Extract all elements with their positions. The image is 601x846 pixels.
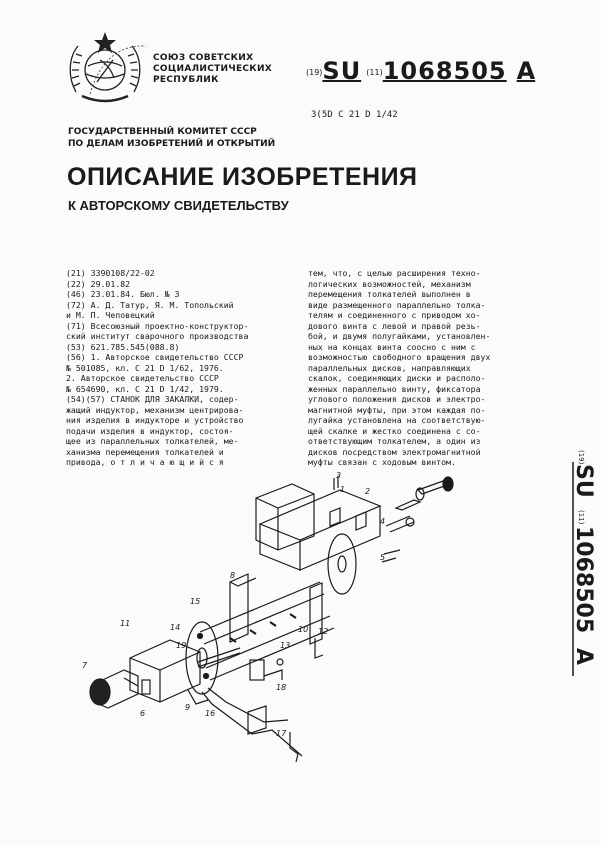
text-line: № 501085, кл. С 21 D 1/62, 1976. — [66, 362, 224, 373]
callout-label: 7 — [82, 661, 88, 670]
text-line: женных параллельно винту, фиксатора — [308, 383, 481, 394]
text-line: (72) А. Д. Татур, Я. М. Топольский — [66, 299, 234, 310]
callout-label: 16 — [205, 709, 216, 718]
callout-label: 2 — [365, 487, 371, 496]
side-country: SU — [571, 464, 596, 498]
code-19: (19) — [306, 68, 323, 77]
callout-label: 18 — [276, 683, 287, 692]
committee — [68, 126, 275, 150]
country-code: SU — [322, 57, 362, 85]
text-line: возможностью свободного вращения двух — [308, 352, 491, 362]
document-subtitle: К АВТОРСКОМУ СВИДЕТЕЛЬСТВУ — [68, 198, 289, 213]
org-line: СОЦИАЛИСТИЧЕСКИХ — [153, 64, 273, 74]
callout-label: 5 — [380, 553, 386, 562]
kind-code: A — [516, 57, 536, 85]
callout-label: 9 — [185, 703, 191, 712]
text-line: логических возможностей, механизм — [308, 278, 471, 289]
text-line: жащий индуктор, механизм центрирова- — [66, 404, 244, 415]
text-line: подачи изделия в индуктор, состоя- — [66, 425, 234, 436]
side-code-11: (11) — [577, 510, 585, 525]
text-line: перемещения толкателей выполнен в — [308, 289, 471, 299]
text-line: (54)(57) СТАНОК ДЛЯ ЗАКАЛКИ, содер- — [66, 394, 239, 404]
document-title: ОПИСАНИЕ ИЗОБРЕТЕНИЯ — [67, 163, 418, 191]
code-11: (11) — [366, 68, 383, 77]
number: 1068505 — [382, 57, 507, 85]
side-number: 1068505 — [571, 526, 596, 634]
text-line: щей скалке и жестко соединена с со- — [308, 425, 481, 436]
text-line: магнитной муфты, при этом каждая по- — [308, 404, 486, 415]
text-line: № 654690, кл. С 21 D 1/42, 1979. — [66, 383, 224, 394]
callout-label: 15 — [190, 597, 201, 606]
text-line: 2. Авторское свидетельство СССР — [66, 373, 219, 383]
text-line: ных на концах винта соосно с ним с — [308, 341, 476, 352]
callout-label: 13 — [280, 641, 291, 650]
org-line: СОЮЗ СОВЕТСКИХ — [153, 53, 254, 63]
text-line: углового положения дисков и электро- — [308, 394, 486, 404]
text-line: скалок, соединяющих диски и располо- — [308, 373, 486, 383]
text-line: и М. П. Чеповецкий — [66, 310, 155, 320]
ipc-class: 3(5D C 21 D 1/42 — [311, 110, 398, 120]
text-line: телям и соединенного с приводом хо- — [308, 310, 481, 320]
text-line: дового винта с левой и правой резь- — [308, 320, 481, 331]
text-line: (56) 1. Авторское свидетельство СССР — [66, 352, 244, 362]
callout-label: 17 — [276, 729, 287, 738]
text-line: параллельных дисков, направляющих — [308, 362, 471, 373]
text-line: (53) 621.785.545(088.8) — [66, 341, 180, 352]
text-line: лугайка установлена на соответствую- — [308, 415, 486, 425]
country-block — [153, 53, 272, 86]
committee-line: ГОСУДАРСТВЕННЫЙ КОМИТЕТ СССР — [68, 127, 257, 137]
side-patent-stamp — [555, 448, 596, 688]
machine-drawing — [80, 462, 480, 762]
committee-line: ПО ДЕЛАМ ИЗОБРЕТЕНИЙ И ОТКРЫТИЙ — [68, 139, 276, 149]
text-line: ский институт сварочного производства — [66, 331, 249, 341]
callout-label: 6 — [140, 709, 146, 718]
claim-column — [308, 268, 544, 468]
callout-label: 12 — [318, 627, 329, 636]
callout-label: 14 — [170, 623, 181, 632]
text-line: ния изделия в индукторе и устройство — [66, 415, 244, 425]
ussr-emblem-icon — [64, 30, 146, 112]
text-line: виде размещенного параллельно толка- — [308, 299, 486, 310]
text-line: (46) 23.01.84. Бюл. № 3 — [66, 289, 180, 299]
callout-label: 8 — [230, 571, 236, 580]
callout-label: 4 — [380, 517, 386, 526]
callout-label: 11 — [120, 619, 131, 628]
text-line: (22) 29.01.82 — [66, 278, 131, 289]
callout-label: 3 — [336, 471, 342, 480]
text-line: (21) 3390108/22-02 — [66, 268, 155, 278]
text-line: щее из параллельных толкателей, ме- — [66, 436, 239, 446]
text-line: дисков посредством электромагнитной — [308, 446, 481, 457]
side-code-19: (19) — [577, 450, 585, 465]
text-line: ханизма перемещения толкателей и — [66, 446, 224, 457]
text-line: тем, что, с целью расширения техно- — [308, 268, 481, 278]
side-kind: A — [571, 648, 596, 666]
callout-label: 19 — [176, 641, 187, 650]
text-line: ответствующим толкателем, а один из — [308, 436, 481, 446]
callout-label: 10 — [298, 625, 309, 634]
text-line: (71) Всесоюзный проектно-конструктор- — [66, 320, 249, 331]
patent-number — [306, 57, 535, 85]
text-line: привода, о т л и ч а ю щ и й с я — [66, 457, 224, 467]
text-line: муфты связан с ходовым винтом. — [308, 457, 456, 467]
bibliographic-column — [66, 268, 304, 468]
org-line: РЕСПУБЛИК — [153, 75, 219, 85]
callout-label: 1 — [340, 485, 346, 494]
text-line: бой, и двумя полугайками, установлен- — [308, 331, 491, 341]
